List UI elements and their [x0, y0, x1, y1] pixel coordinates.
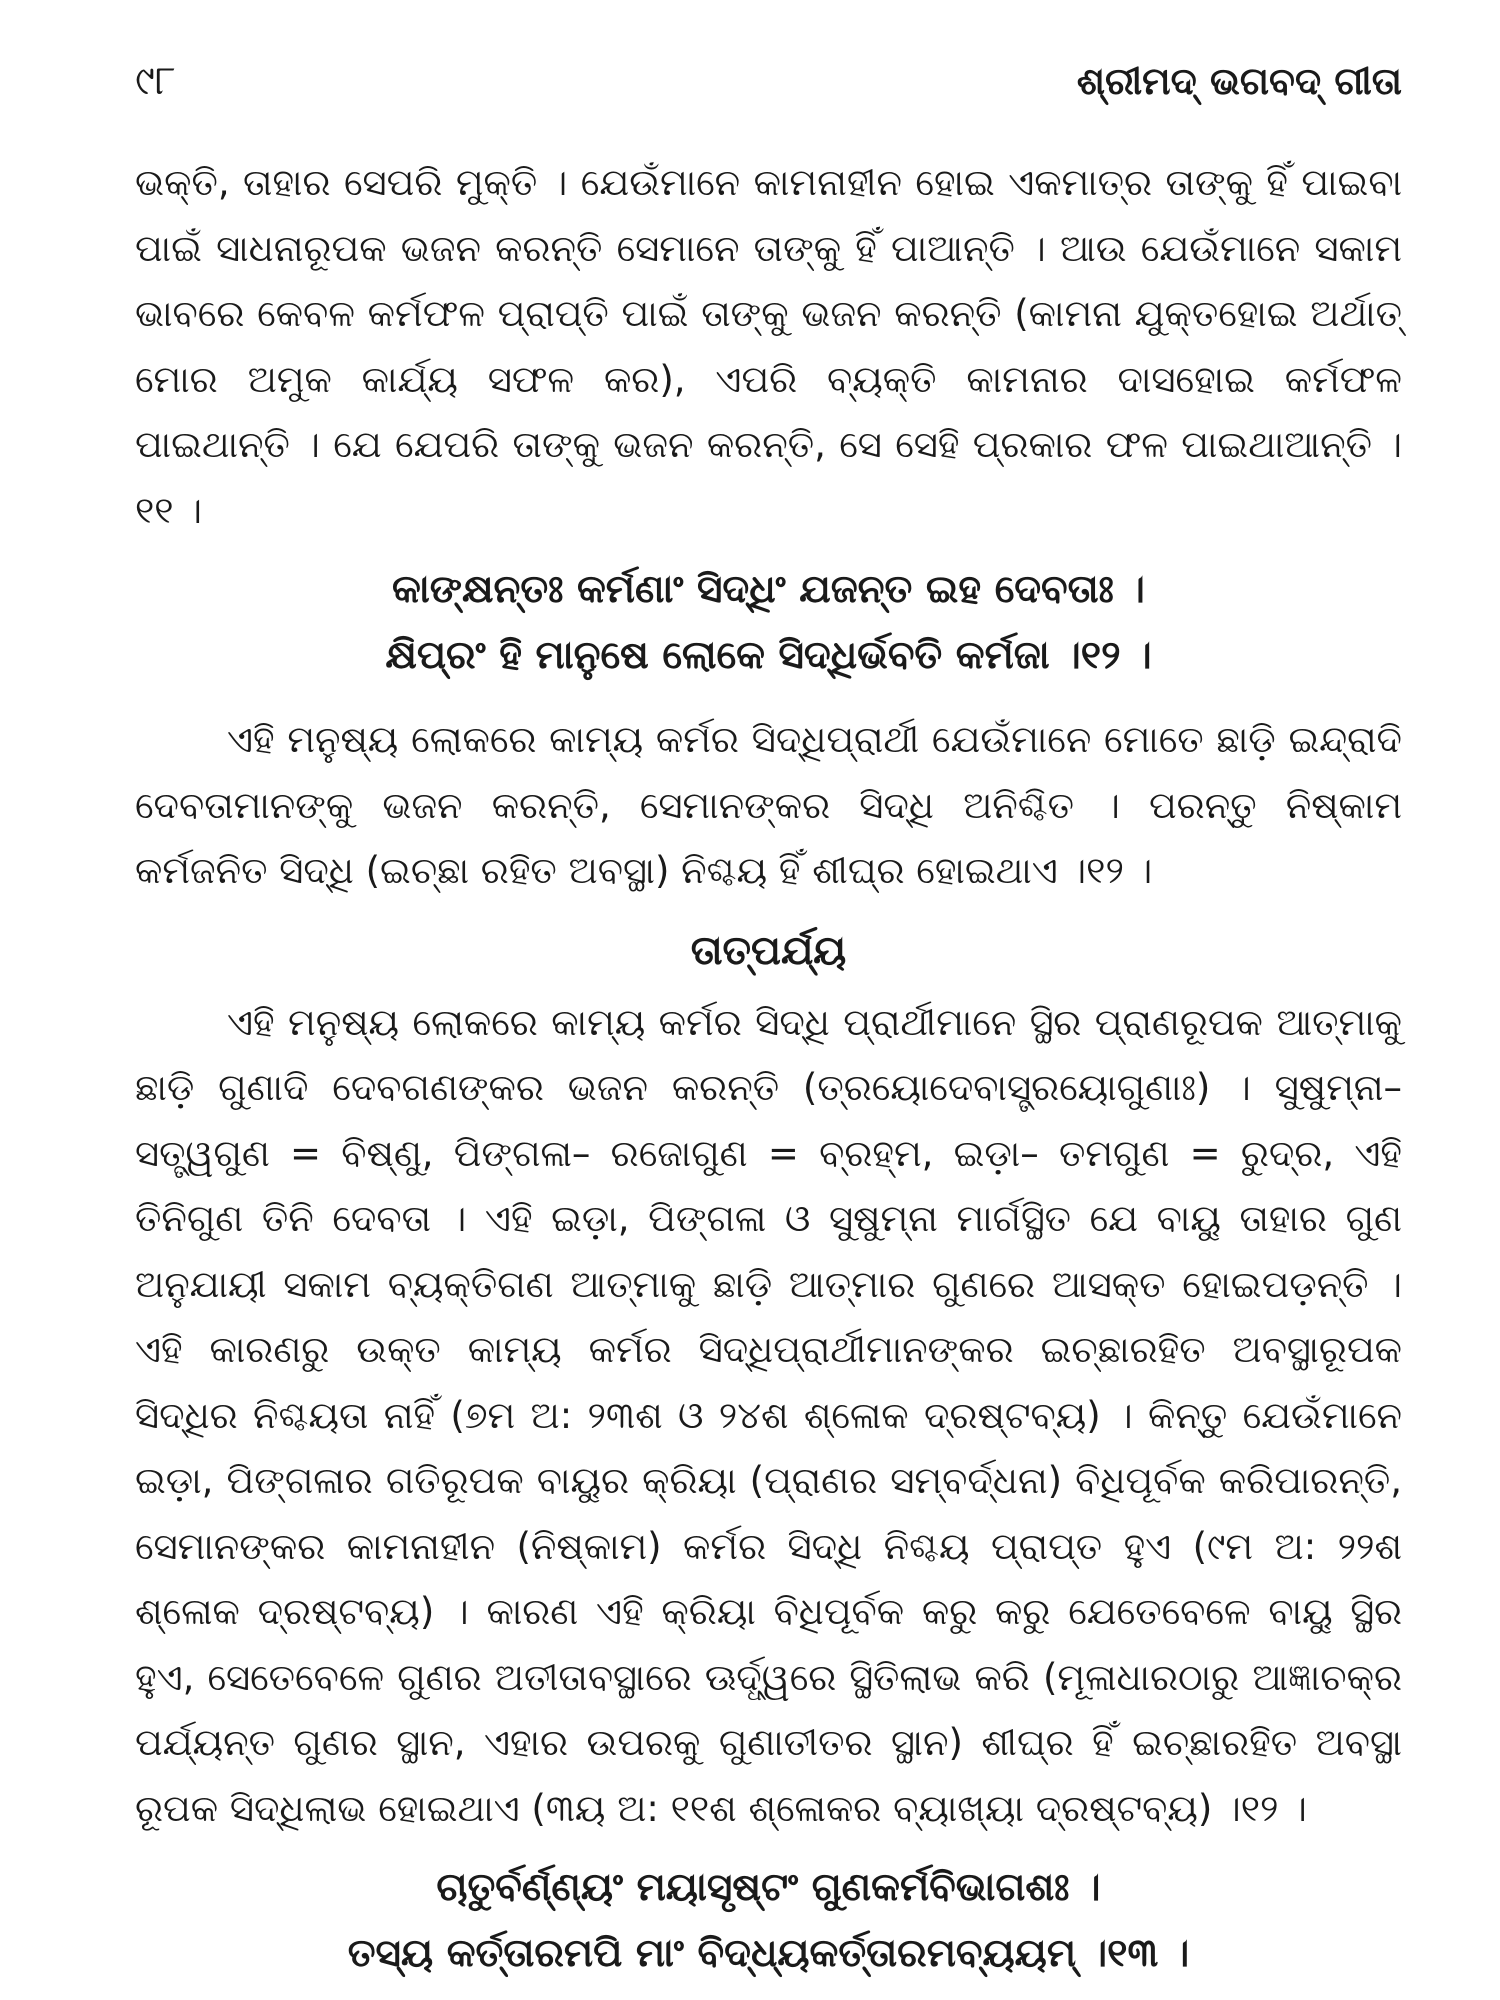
verse-12	[135, 557, 1402, 689]
book-title: ଶ୍ରୀମଦ୍ ଭଗବଦ୍ ଗୀତା	[1076, 59, 1402, 103]
verse-13	[135, 1855, 1402, 1987]
explanation-paragraph-12: ଏହି ମନୁଷ୍ୟ ଲୋକରେ କାମ୍ୟ କର୍ମର ସିଦ୍ଧି ପ୍ରାର୍ଥୀମାନେ ସ୍ଥିର ପ୍ରାଣରୂପକ ଆତ୍ମାକୁ ଛାଡ଼ି ଗୁଣାଦି ଦେବଗଣଙ୍କର ଭଜନ କରନ୍ତି (ତ୍ରୟୋଦେବାସ୍ତ୍ରୟୋଗୁଣାଃ) । ସୁଷୁମ୍ନା– ସତ୍ତ୍ୱଗୁଣ = ବିଷ୍ଣୁ, ପିଙ୍ଗଳା– ରଜୋଗୁଣ = ବ୍ରହ୍ମ, ଇଡ଼ା– ତମଗୁଣ = ରୁଦ୍ର, ଏହି ତିନିଗୁଣ ତିନି ଦେବତା । ଏହି ଇଡ଼ା, ପିଙ୍ଗଳା ଓ ସୁଷୁମ୍ନା ମାର୍ଗସ୍ଥିତ ଯେ ବାୟୁ ତାହାର ଗୁଣ ଅନୁଯାୟୀ ସକାମ ବ୍ୟକ୍ତିଗଣ ଆତ୍ମାକୁ ଛାଡ଼ି ଆତ୍ମାର ଗୁଣରେ ଆସକ୍ତ ହୋଇପଡ଼ନ୍ତି । ଏହି କାରଣରୁ ଉକ୍ତ କାମ୍ୟ କର୍ମର ସିଦ୍ଧିପ୍ରାର୍ଥୀମାନଙ୍କର ଇଚ୍ଛାରହିତ ଅବସ୍ଥାରୂପକ ସିଦ୍ଧିର ନିଶ୍ଚୟତା ନାହିଁ (୭ମ ଅ: ୨୩ଶ ଓ ୨୪ଶ ଶ୍ଳୋକ ଦ୍ରଷ୍ଟବ୍ୟ) । କିନ୍ତୁ ଯେଉଁମାନେ ଇଡ଼ା, ପିଙ୍ଗଳାର ଗତିରୂପକ ବାୟୁର କ୍ରିୟା (ପ୍ରାଣର ସମ୍ବର୍ଦ୍ଧନା) ବିଧିପୂର୍ବକ କରିପାରନ୍ତି, ସେମାନଙ୍କର କାମନାହୀନ (ନିଷ୍କାମ) କର୍ମର ସିଦ୍ଧି ନିଶ୍ଚୟ ପ୍ରାପ୍ତ ହୁଏ (୯ମ ଅ: ୨୨ଶ ଶ୍ଳୋକ ଦ୍ରଷ୍ଟବ୍ୟ) । କାରଣ ଏହି କ୍ରିୟା ବିଧିପୂର୍ବକ କରୁ କରୁ ଯେତେବେଳେ ବାୟୁ ସ୍ଥିର ହୁଏ, ସେତେବେଳେ ଗୁଣର ଅତୀତାବସ୍ଥାରେ ଊର୍ଦ୍ଧ୍ୱରେ ସ୍ଥିତିଲାଭ କରି (ମୂଳାଧାରଠାରୁ ଆଜ୍ଞାଚକ୍ର ପର୍ଯ୍ୟନ୍ତ ଗୁଣର ସ୍ଥାନ, ଏହାର ଉପରକୁ ଗୁଣାତୀତର ସ୍ଥାନ) ଶୀଘ୍ର ହିଁ ଇଚ୍ଛାରହିତ ଅବସ୍ଥା ରୂପକ ସିଦ୍ଧିଲାଭ ହୋଇଥାଏ (୩ୟ ଅ: ୧୧ଶ ଶ୍ଳୋକର ବ୍ୟାଖ୍ୟା ଦ୍ରଷ୍ଟବ୍ୟ) ।୧୨ ।	[135, 1000, 1402, 1830]
verse-13-line-2: ତସ୍ୟ କର୍ତ୍ତାରମପି ମାଂ ବିଦ୍ଧ୍ୟକର୍ତ୍ତାରମବ୍ୟୟମ୍ ।୧୩ ।	[347, 1931, 1190, 1976]
translation-paragraph-12: ଏହି ମନୁଷ୍ୟ ଲୋକରେ କାମ୍ୟ କର୍ମର ସିଦ୍ଧିପ୍ରାର୍ଥୀ ଯେଉଁମାନେ ମୋତେ ଛାଡ଼ି ଇନ୍ଦ୍ରାଦି ଦେବତାମାନଙ୍କୁ ଭଜନ କରନ୍ତି, ସେମାନଙ୍କର ସିଦ୍ଧି ଅନିଶ୍ଚିତ । ପରନ୍ତୁ ନିଷ୍କାମ କର୍ମଜନିତ ସିଦ୍ଧି (ଇଚ୍ଛା ରହିତ ଅବସ୍ଥା) ନିଶ୍ଚୟ ହିଁ ଶୀଘ୍ର ହୋଇଥାଏ ।୧୨ ।	[135, 718, 1402, 892]
commentary-paragraph-11: ଭକ୍ତି, ତାହାର ସେପରି ମୁକ୍ତି । ଯେଉଁମାନେ କାମନାହୀନ ହୋଇ ଏକମାତ୍ର ତାଙ୍କୁ ହିଁ ପାଇବା ପାଇଁ ସାଧନାରୂପକ ଭଜନ କରନ୍ତି ସେମାନେ ତାଙ୍କୁ ହିଁ ପାଆନ୍ତି । ଆଉ ଯେଉଁମାନେ ସକାମ ଭାବରେ କେବଳ କର୍ମଫଳ ପ୍ରାପ୍ତି ପାଇଁ ତାଙ୍କୁ ଭଜନ କରନ୍ତି (କାମନା ଯୁକ୍ତହୋଇ ଅର୍ଥାତ୍ ମୋର ଅମୁକ କାର୍ଯ୍ୟ ସଫଳ କର), ଏପରି ବ୍ୟକ୍ତି କାମନାର ଦାସହୋଇ କର୍ମଫଳ ପାଇଥାନ୍ତି । ଯେ ଯେପରି ତାଙ୍କୁ ଭଜନ କରନ୍ତି, ସେ ସେହି ପ୍ରକାର ଫଳ ପାଇଥାଆନ୍ତି ।୧୧ ।	[135, 161, 1402, 532]
page-number: ୯୮	[135, 58, 176, 104]
verse-12-line-2: କ୍ଷିପ୍ରଂ ହି ମାନୁଷେ ଲୋକେ ସିଦ୍ଧିର୍ଭବତି କର୍ମଜା ।୧୨ ।	[385, 633, 1152, 678]
page-header	[135, 58, 1402, 132]
verse-13-line-1: ଚାତୁର୍ବର୍ଣ୍ଣ୍ୟଂ ମୟାସୃଷ୍ଟଂ ଗୁଣକର୍ମବିଭାଗଶଃ ।	[436, 1865, 1101, 1910]
verse-12-line-1: କାଙ୍‌କ୍ଷନ୍ତଃ କର୍ମଣାଂ ସିଦ୍ଧିଂ ଯଜନ୍ତ ଇହ ଦେବତାଃ ।	[392, 567, 1145, 612]
section-heading-tatparya: ତାତ୍ପର୍ଯ୍ୟ	[690, 927, 847, 974]
